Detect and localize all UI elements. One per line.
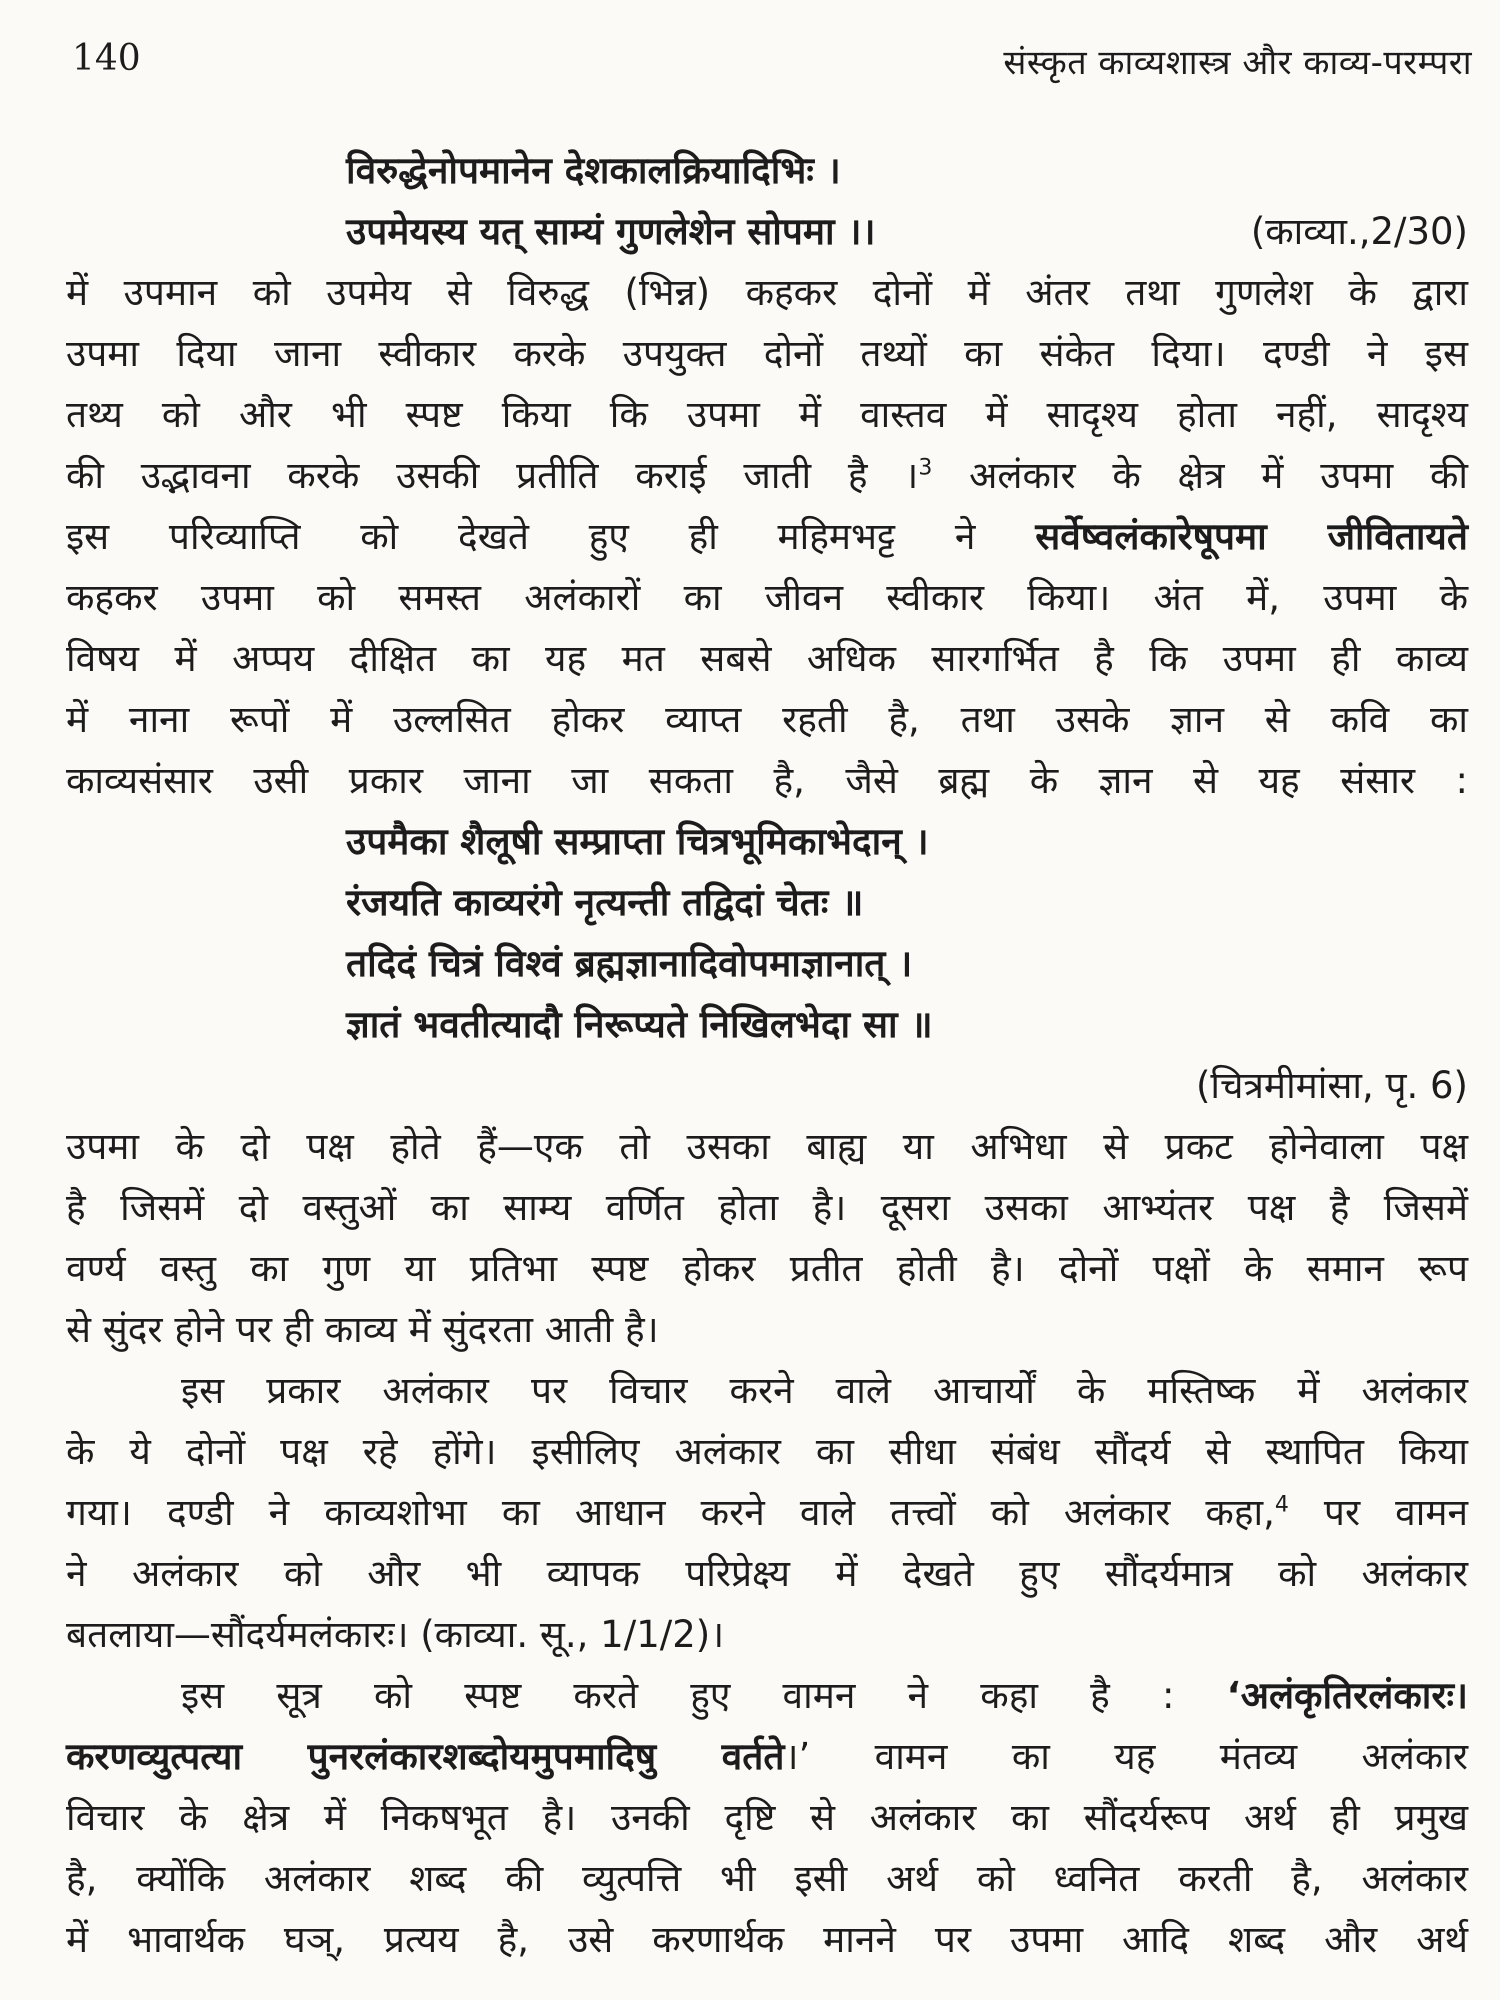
bold-quote: सर्वेष्वलंकारेषूपमा जीवितायते <box>1035 515 1468 558</box>
text-line: बतलाया—सौंदर्यमलंकारः। (काव्या. सू., 1/1/2)। <box>66 1613 725 1656</box>
text-line: इस प्रकार अलंकार पर विचार करने वाले आचार्यों के मस्तिष्क में अलंकार <box>181 1369 1468 1412</box>
verse-line: विरुद्धेनोपमानेन देशकालक्रियादिभिः । <box>346 149 841 192</box>
text-line: काव्यसंसार उसी प्रकार जाना जा सकता है, जैसे ब्रह्म के ज्ञान से यह संसार : <box>66 759 1468 802</box>
text-line: है जिसमें दो वस्तुओं का साम्य वर्णित होता है। दूसरा उसका आभ्यंतर पक्ष है जिसमें <box>66 1186 1468 1229</box>
text-line: विचार के क्षेत्र में निकषभूत है। उनकी दृष्टि से अलंकार का सौंदर्यरूप अर्थ ही प्रमुख <box>66 1796 1468 1839</box>
verse-line: ज्ञातं भवतीत्यादौ निरूप्यते निखिलभेदा सा ॥ <box>346 1003 933 1046</box>
text-fragment: इस सूत्र को स्पष्ट करते हुए वामन ने कहा है : <box>181 1674 1227 1717</box>
verse-line <box>66 201 1468 262</box>
text-line: उपमा दिया जाना स्वीकार करके उपयुक्त दोनों तथ्यों का संकेत दिया। दण्डी ने इस <box>66 332 1468 375</box>
verse-citation: (काव्या.,2/30) <box>1250 210 1468 253</box>
text-line: वर्ण्य वस्तु का गुण या प्रतिभा स्पष्ट होकर प्रतीत होती है। दोनों पक्षों के समान रूप <box>66 1247 1468 1290</box>
text-line: तथ्य को और भी स्पष्ट किया कि उपमा में वास्तव में सादृश्य होता नहीं, सादृश्य <box>66 393 1468 436</box>
verse-text: उपमेयस्य यत् साम्यं गुणलेशेन सोपमा ।। <box>346 210 876 253</box>
text-line: में भावार्थक घञ्, प्रत्यय है, उसे करणार्थक मानने पर उपमा आदि शब्द और अर्थ <box>66 1918 1468 1961</box>
text-line: के ये दोनों पक्ष रहे होंगे। इसीलिए अलंकार का सीधा संबंध सौंदर्य से स्थापित किया <box>66 1430 1468 1473</box>
page-number: 140 <box>72 38 141 79</box>
text-line: में उपमान को उपमेय से विरुद्ध (भिन्न) कहकर दोनों में अंतर तथा गुणलेश के द्वारा <box>66 271 1468 314</box>
text-line <box>66 1482 1468 1543</box>
text-line: से सुंदर होने पर ही काव्य में सुंदरता आती है। <box>66 1308 659 1351</box>
text-line <box>66 445 1468 506</box>
verse-citation: (चित्रमीमांसा, पृ. 6) <box>1196 1064 1468 1107</box>
text-line <box>66 506 1468 567</box>
text-line: है, क्योंकि अलंकार शब्द की व्युत्पत्ति भी इसी अर्थ को ध्वनित करती है, अलंकार <box>66 1857 1468 1900</box>
text-line <box>66 1726 1468 1787</box>
text-fragment: इस परिव्याप्ति को देखते हुए ही महिमभट्ट ने <box>66 515 1036 558</box>
verse-line: उपमैका शैलूषी सम्प्राप्ता चित्रभूमिकाभेदान् । <box>346 820 929 863</box>
text-line: कहकर उपमा को समस्त अलंकारों का जीवन स्वीकार किया। अंत में, उपमा के <box>66 576 1468 619</box>
verse-line: रंजयति काव्यरंगे नृत्यन्ती तद्विदां चेतः ॥ <box>346 881 864 924</box>
text-fragment: अलंकार के क्षेत्र में उपमा की <box>932 454 1468 497</box>
page-header <box>72 38 1472 98</box>
text-line <box>66 1665 1468 1726</box>
text-fragment: ।’ वामन का यह मंतव्य अलंकार <box>784 1735 1469 1778</box>
bold-quote: करणव्युत्पत्या पुनरलंकारशब्दोयमुपमादिषु वर्तते <box>66 1735 785 1778</box>
running-title: संस्कृत काव्यशास्त्र और काव्य-परम्परा <box>1003 43 1472 83</box>
text-fragment: गया। दण्डी ने काव्यशोभा का आधान करने वाले तत्त्वों को अलंकार कहा, <box>66 1491 1275 1534</box>
text-fragment: की उद्भावना करके उसकी प्रतीति कराई जाती है । <box>66 454 919 497</box>
text-line: विषय में अप्पय दीक्षित का यह मत सबसे अधिक सारगर्भित है कि उपमा ही काव्य <box>66 637 1468 680</box>
text-fragment: पर वामन <box>1288 1491 1468 1534</box>
verse-line: तदिदं चित्रं विश्वं ब्रह्मज्ञानादिवोपमाज्ञानात् । <box>346 942 913 985</box>
footnote-marker: 3 <box>918 455 933 481</box>
bold-quote: ‘अलंकृतिरलंकारः। <box>1226 1674 1468 1717</box>
text-line: उपमा के दो पक्ष होते हैं—एक तो उसका बाह्य या अभिधा से प्रकट होनेवाला पक्ष <box>66 1125 1468 1168</box>
text-line: ने अलंकार को और भी व्यापक परिप्रेक्ष्य में देखते हुए सौंदर्यमात्र को अलंकार <box>66 1552 1468 1595</box>
text-line: में नाना रूपों में उल्लसित होकर व्याप्त रहती है, तथा उसके ज्ञान से कवि का <box>66 698 1468 741</box>
footnote-marker: 4 <box>1274 1492 1289 1518</box>
page-body <box>66 140 1468 1970</box>
